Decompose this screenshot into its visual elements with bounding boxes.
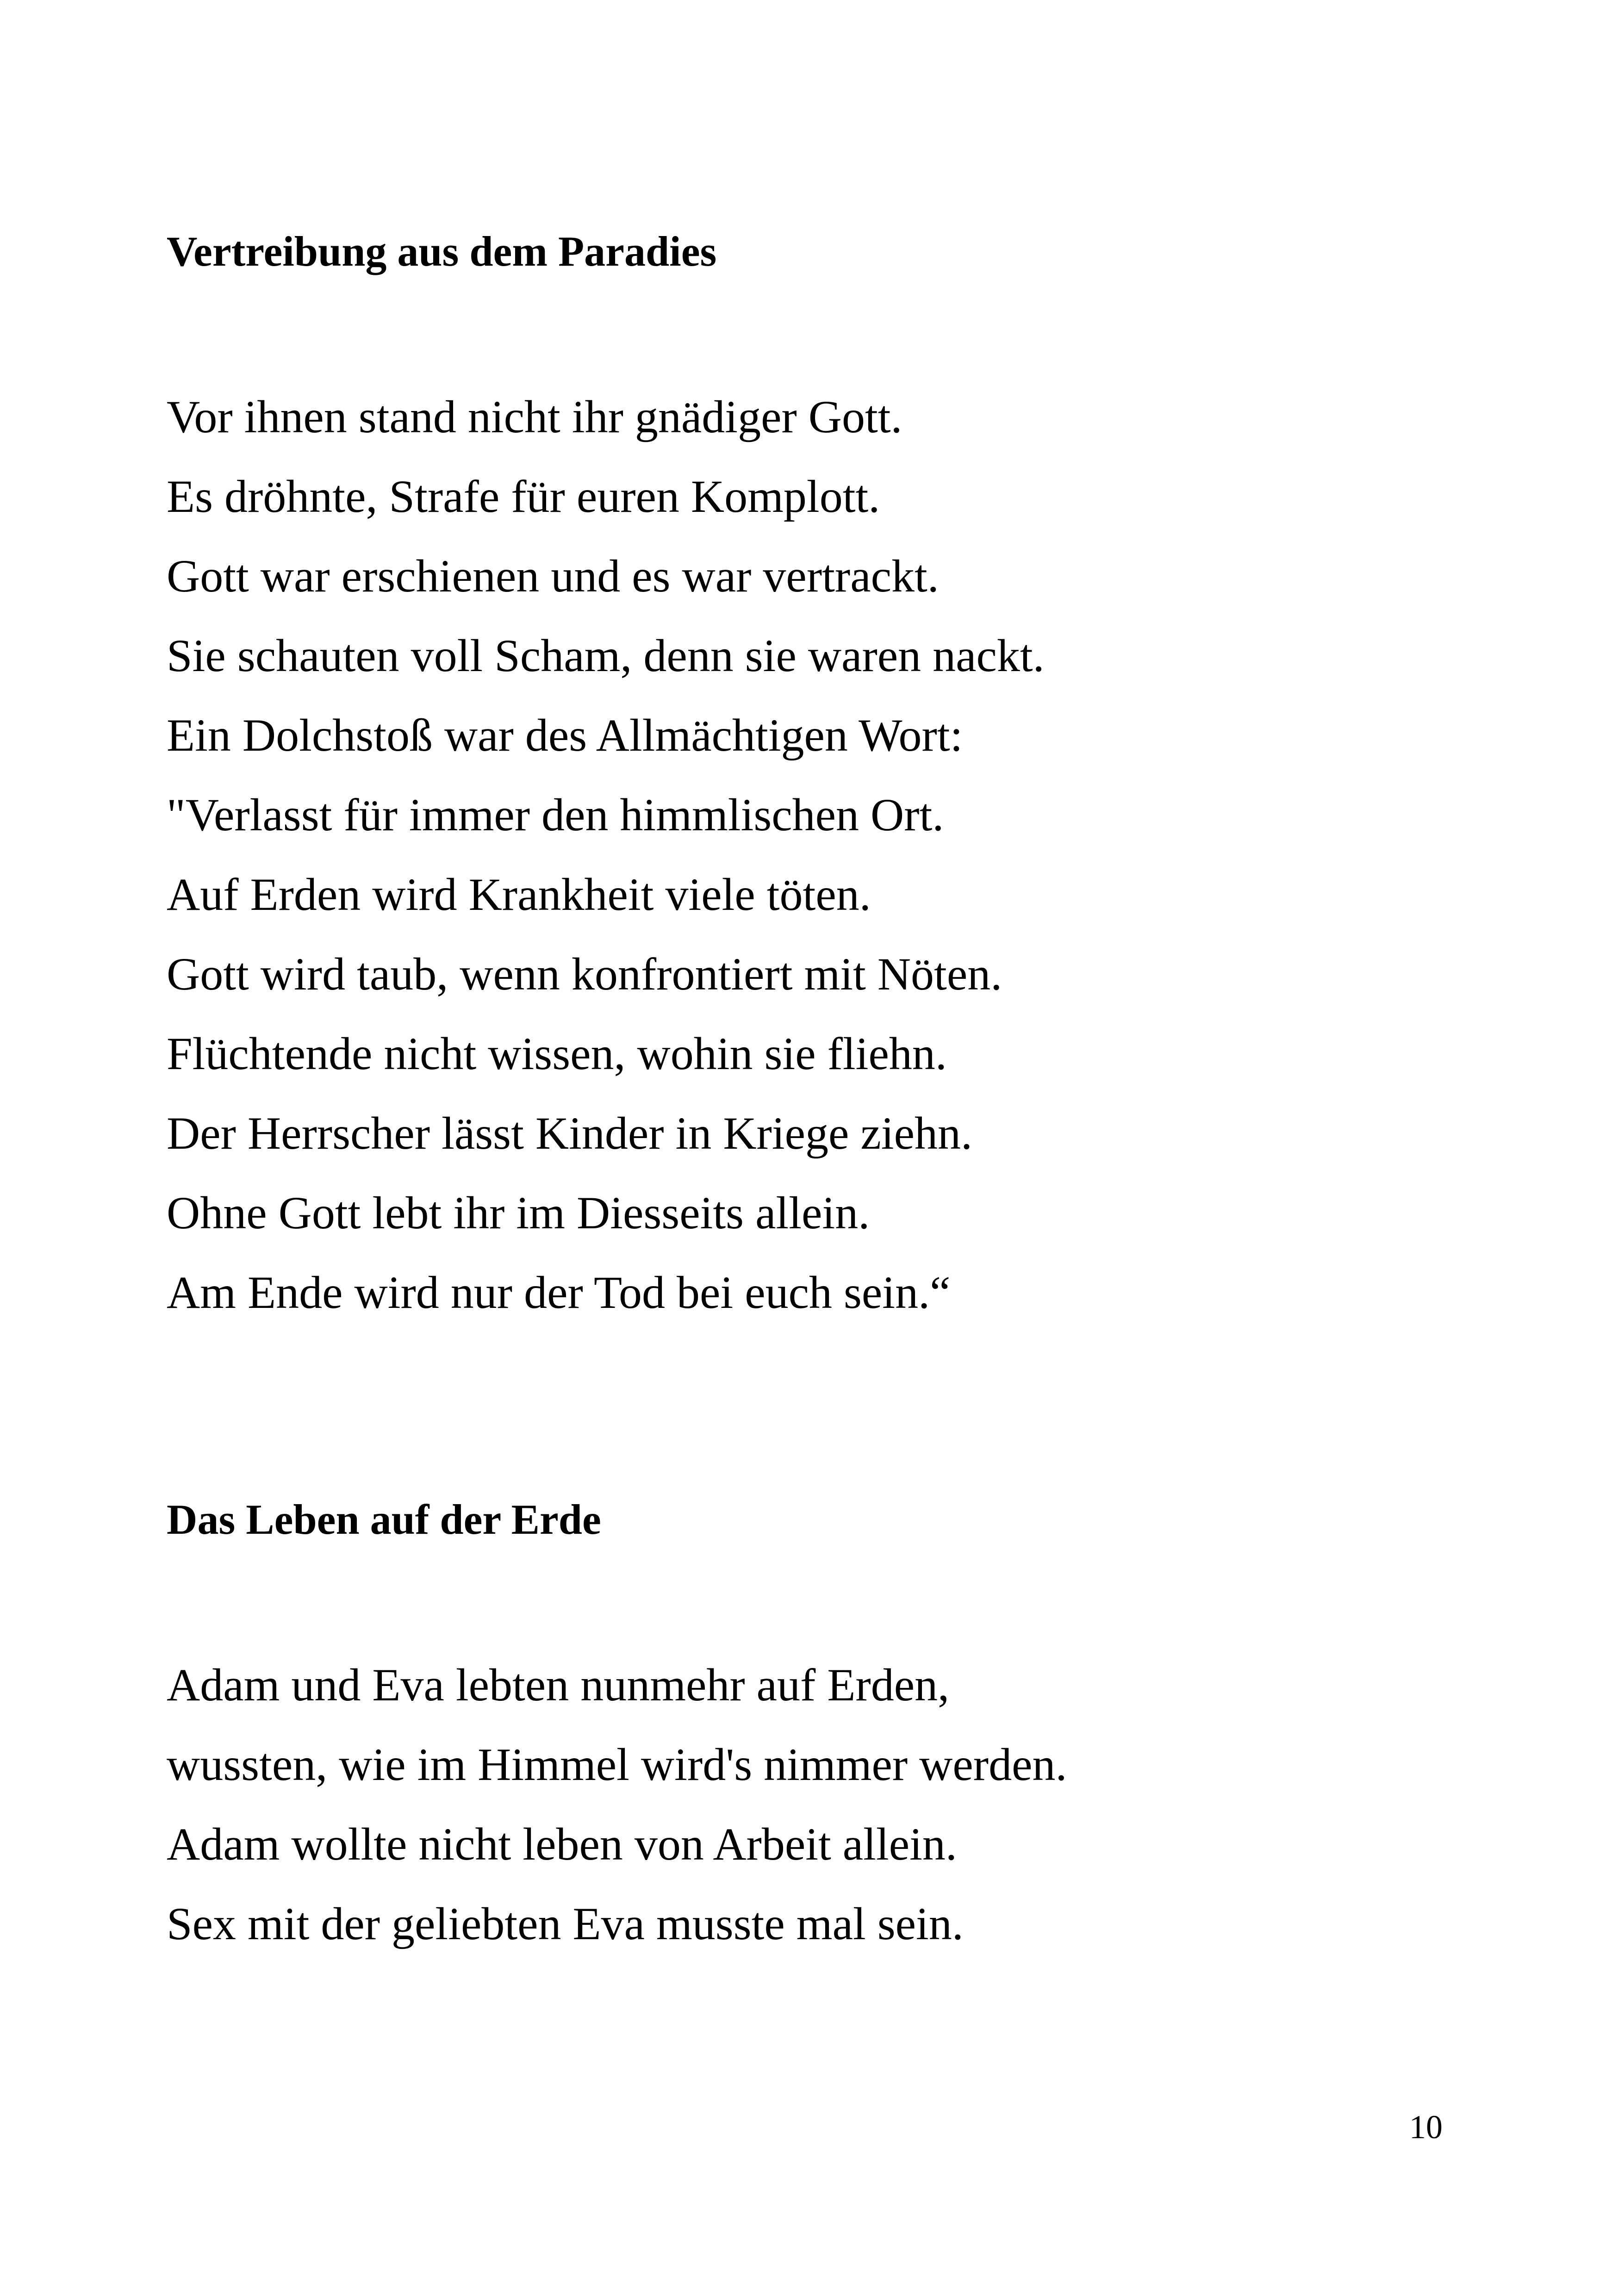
poem-line: Am Ende wird nur der Tod bei euch sein.“ bbox=[167, 1267, 951, 1318]
poem-line: Ohne Gott lebt ihr im Diesseits allein. bbox=[167, 1187, 870, 1238]
poem-vertreibung bbox=[167, 228, 1509, 1318]
poem-title: Das Leben auf der Erde bbox=[167, 1496, 601, 1543]
poem-line: Auf Erden wird Krankheit viele töten. bbox=[167, 869, 871, 920]
poem-line: Es dröhnte, Strafe für euren Komplott. bbox=[167, 471, 880, 522]
poem-line: Sex mit der geliebten Eva musste mal sein. bbox=[167, 1898, 964, 1949]
poem-line: "Verlasst für immer den himmlischen Ort. bbox=[167, 789, 944, 840]
poem-lines bbox=[167, 1645, 1067, 1964]
poem-line: Gott wird taub, wenn konfrontiert mit Nöten. bbox=[167, 948, 1002, 1000]
poem-line: Adam und Eva lebten nunmehr auf Erden, bbox=[167, 1659, 950, 1711]
poem-line: Vor ihnen stand nicht ihr gnädiger Gott. bbox=[167, 391, 902, 442]
poem-line: Adam wollte nicht leben von Arbeit allein. bbox=[167, 1818, 957, 1870]
page-number: 10 bbox=[1409, 2109, 1443, 2146]
poem-line: Gott war erschienen und es war vertrackt. bbox=[167, 550, 939, 602]
poem-line: Sie schauten voll Scham, denn sie waren nackt. bbox=[167, 630, 1045, 681]
poem-line: Der Herrscher lässt Kinder in Kriege ziehn. bbox=[167, 1108, 972, 1159]
poem-title: Vertreibung aus dem Paradies bbox=[167, 228, 717, 275]
poem-line: Flüchtende nicht wissen, wohin sie fliehn. bbox=[167, 1028, 947, 1079]
poem-line: wussten, wie im Himmel wird's nimmer werden. bbox=[167, 1739, 1067, 1790]
poem-line: Ein Dolchstoß war des Allmächtigen Wort: bbox=[167, 709, 963, 761]
poem-lines bbox=[167, 377, 1045, 1332]
poem-leben-auf-der-erde bbox=[167, 1496, 1509, 1949]
